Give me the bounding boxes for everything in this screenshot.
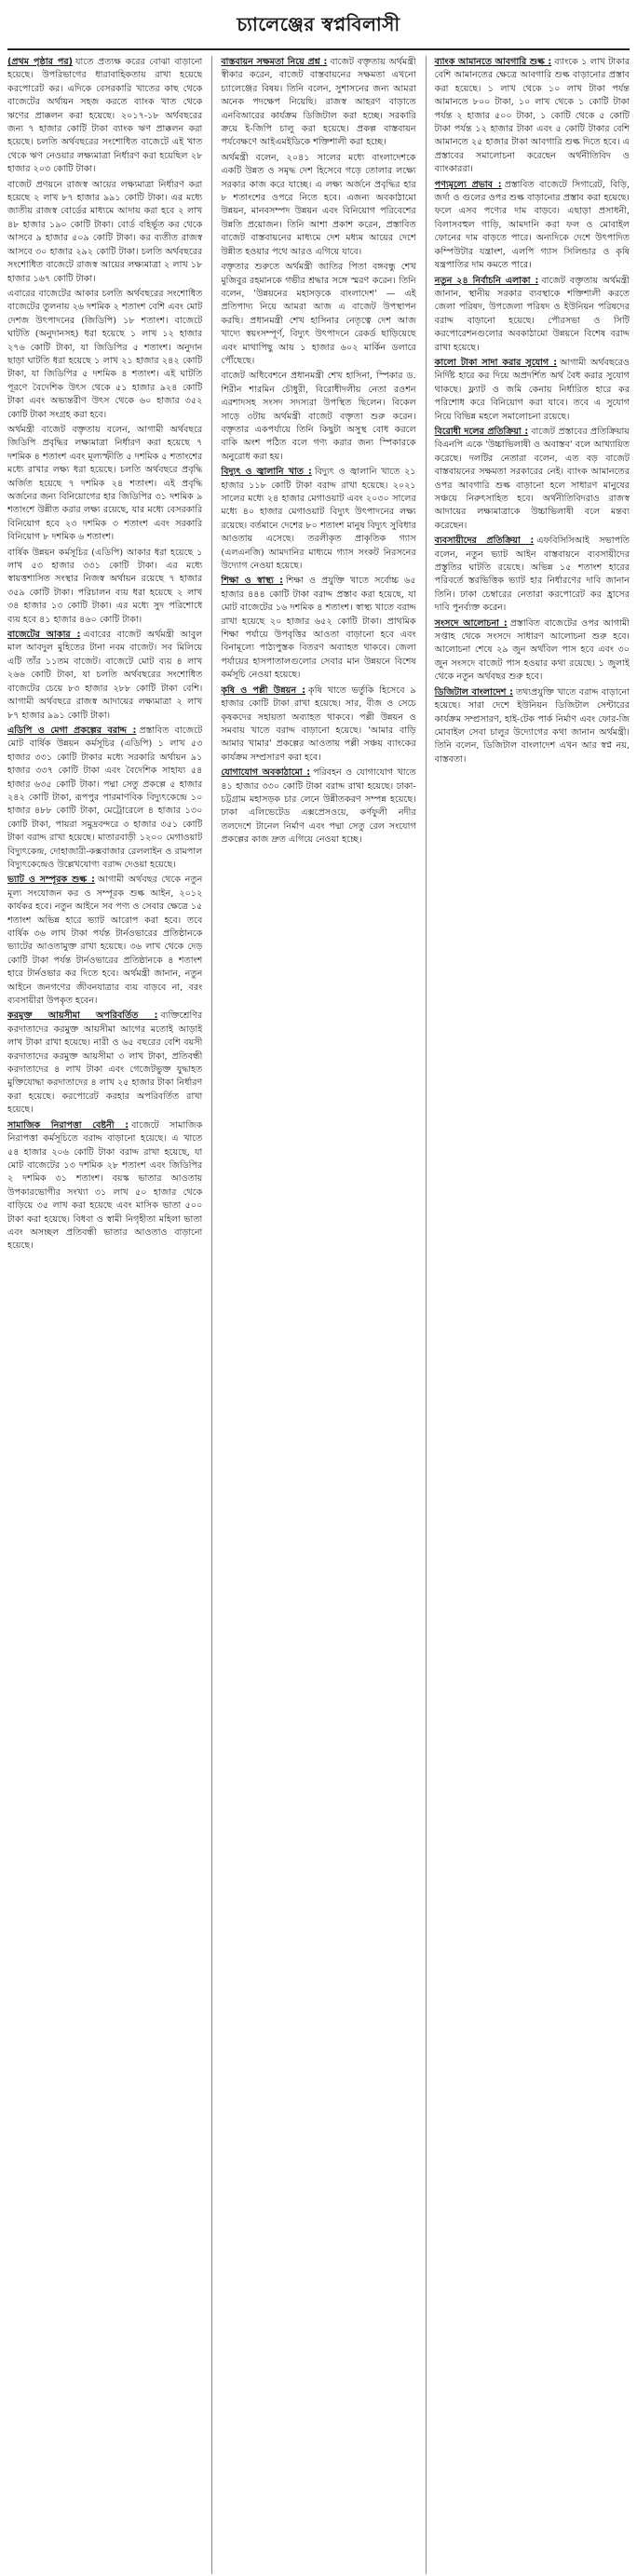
article-paragraph xyxy=(435,179,630,273)
article-columns xyxy=(7,56,630,2574)
article-paragraph xyxy=(7,547,202,627)
article-paragraph xyxy=(221,766,415,847)
article-paragraph xyxy=(7,1119,202,1254)
paragraph-text: কৃষি খাতে ভর্তুকি হিসেবে ৯ হাজার কোটি টাকা রাখা হয়েছে। সার, বীজ ও সেচে কৃষকদের সহায়তা অব্যাহত থাকবে। পল্লী উন্নয়ন ও সমবায় খাতে বরাদ্দ বাড়ানো হয়েছে। 'আমার বাড়ি আমার খামার' প্রকল্পের আওতায় পল্লী সঞ্চয় ব্যাংকের কার্যক্রম সম্প্রসারণ করা হবে। xyxy=(221,685,416,763)
section-heading: কৃষি ও পল্লী উন্নয়ন : xyxy=(221,685,306,696)
article-paragraph xyxy=(435,686,630,766)
article-title: চ্যালেঞ্জের স্বপ্নবিলাসী xyxy=(237,13,400,35)
article-paragraph xyxy=(435,275,630,355)
paragraph-text: তথ্যপ্রযুক্তি খাতে বরাদ্দ বাড়ানো হয়েছে। সারা দেশে ইউনিয়ন ডিজিটাল সেন্টারের কার্যক্রম সম্প্রসারণ, হাই-টেক পার্ক নির্মাণ এবং ফোর-জি মোবাইল সেবা চালুর উদ্যোগের কথা জানান অর্থমন্ত্রী। তিনি বলেন, ডিজিটাল বাংলাদেশ এখন আর স্বপ্ন নয়, বাস্তবতা। xyxy=(434,686,630,765)
article-paragraph xyxy=(7,725,202,872)
article-paragraph xyxy=(7,629,202,723)
section-heading: বাজেটের আকার : xyxy=(7,630,81,641)
article-paragraph xyxy=(7,56,202,177)
masthead xyxy=(7,6,630,50)
paragraph-text: বাজেট বক্তৃতায় অর্থমন্ত্রী স্বীকার করেন, বাজেট বাস্তবায়নের সক্ষমতা এখনো চ্যালেঞ্জের বিষয়। তিনি বলেন, সুশাসনের জন্য আমরা অনেক পদক্ষেপ নিয়েছি। রাজস্ব আহরণ বাড়াতে এনবিআরের কার্যক্রম ডিজিটাল করা হচ্ছে। সরকারি ক্রয়ে ই-জিপি চালু করা হয়েছে। প্রকল্প বাস্তবায়ন পর্যবেক্ষণে আইএমইডিকে শক্তিশালী করা হচ্ছে। xyxy=(221,57,416,148)
section-heading: বিদ্যুৎ ও জ্বালানি খাত : xyxy=(221,467,312,478)
paragraph-text: বাজেট অধিবেশনে প্রধানমন্ত্রী শেখ হাসিনা, স্পিকার ড. শিরীন শারমিন চৌধুরী, বিরোধীদলীয় নেতা রওশন এরশাদসহ সংসদ সদস্যরা উপস্থিত ছিলেন। বিকেল সাড়ে ৩টায় অর্থমন্ত্রী বাজেট বক্তৃতা শুরু করেন। বক্তৃতার একপর্যায়ে তিনি কিছুটা অসুস্থ বোধ করলে বাকি অংশ পঠিত বলে গণ্য করার জন্য স্পিকারকে অনুরোধ করা হয়। xyxy=(221,371,416,462)
paragraph-text: বাজেট প্রস্তাবের প্রতিক্রিয়ায় বিএনপি একে 'উচ্চাভিলাষী ও অবাস্তব' বলে আখ্যায়িত করেছে। দলটির নেতারা বলেন, এত বড় বাজেট বাস্তবায়নের সক্ষমতা সরকারের নেই। ব্যাংক আমানতের ওপর আবগারি শুল্ক বাড়ানো হলে সাধারণ মানুষের সঞ্চয়ে নিরুৎসাহিত হবে। অর্থনীতিবিদরাও রাজস্ব আদায়ের লক্ষ্যমাত্রাকে উচ্চাভিলাষী বলে মন্তব্য করেছেন। xyxy=(434,426,630,531)
paragraph-text: প্রস্তাবিত বাজেটে মোট বার্ষিক উন্নয়ন কর্মসূচির (এডিপি) ১ লাখ ৫৩ হাজার ৩৩১ কোটি টাকার মধ্যে সরকারি অর্থায়ন ৯১ হাজার ৩৩৭ কোটি টাকা এবং বৈদেশিক সাহায্য ৫৪ হাজার ৬৩৫ কোটি টাকা। পদ্মা সেতু প্রকল্পে ৫ হাজার ২৪২ কোটি টাকা, রূপপুর পারমাণবিক বিদ্যুৎকেন্দ্রে ১০ হাজার ৪৮৮ কোটি টাকা, মেট্রোরেলে ৪ হাজার ১৩০ কোটি টাকা, পায়রা সমুদ্রবন্দরে ৩ হাজার ৩৫১ কোটি টাকা বরাদ্দ রাখা হয়েছে। মাতারবাড়ী ১২০০ মেগাওয়াট বিদ্যুৎকেন্দ্র, দোহাজারী-কক্সবাজার রেললাইন ও রামপাল বিদ্যুৎকেন্দ্রেও উল্লেখযোগ্য বরাদ্দ দেওয়া হয়েছে। xyxy=(7,725,203,870)
paragraph-text: এবারের বাজেটের আকার চলতি অর্থবছরের সংশোধিত বাজেটের তুলনায় ২৬ দশমিক ২ শতাংশ বেশি এবং মোট দেশজ উৎপাদনের (জিডিপি) ১৮ শতাংশ। বাজেটে ঘাটতি (অনুদানসহ) ধরা হয়েছে ১ লাখ ১২ হাজার ২৭৬ কোটি টাকা, যা জিডিপির ৫ শতাংশ। অনুদান ছাড়া ঘাটতি ধরা হয়েছে ১ লাখ ২১ হাজার ২৪২ কোটি টাকা, যা জিডিপির ৫ দশমিক ৪ শতাংশ। এই ঘাটতি পূরণে বৈদেশিক উৎস থেকে ৫১ হাজার ৯২৪ কোটি টাকা এবং অভ্যন্তরীণ উৎস থেকে ৬০ হাজার ৩৫২ কোটি টাকা সংগ্রহ করা হবে। xyxy=(7,288,203,420)
article-paragraph xyxy=(7,179,202,286)
article-paragraph xyxy=(435,535,630,615)
section-heading: সংসদে আলোচনা : xyxy=(434,617,508,629)
paragraph-text: বাজেট বক্তৃতায় অর্থমন্ত্রী জানান, স্থানীয় সরকার ব্যবস্থাকে শক্তিশালী করতে জেলা পরিষদ, উপজেলা পরিষদ ও ইউনিয়ন পরিষদের বরাদ্দ বাড়ানো হয়েছে। পৌরসভা ও সিটি করপোরেশনগুলোর অবকাঠামো উন্নয়নে বিশেষ বরাদ্দ রাখা হয়েছে। xyxy=(434,275,630,353)
section-heading: ব্যাংক আমানতে আবগারি শুল্ক : xyxy=(434,57,552,67)
paragraph-text: বার্ষিক উন্নয়ন কর্মসূচির (এডিপি) আকার ধরা হয়েছে ১ লাখ ৫৩ হাজার ৩৩১ কোটি টাকা। এর মধ্যে স্বায়ত্তশাসিত সংস্থার নিজস্ব অর্থায়ন রয়েছে ৭ হাজার ৩৫৯ কোটি টাকা। পরিচালন ব্যয় ধরা হয়েছে ২ লাখ ৩৪ হাজার ১৩ কোটি টাকা। এর মধ্যে সুদ পরিশোধে ব্যয় হবে ৪১ হাজার ৪৬০ কোটি টাকা। xyxy=(7,547,203,625)
paragraph-text: প্রস্তাবিত বাজেটে সিগারেট, বিড়ি, জর্দা ও গুলের ওপর শুল্ক বাড়ানোর প্রস্তাব করা হয়েছে। ফলে এসব পণ্যের দাম বাড়বে। এছাড়া প্রসাধনী, বিলাসবহুল গাড়ি, আমদানি করা ফল ও মোবাইল ফোনের দাম বাড়তে পারে। অন্যদিকে দেশে উৎপাদিত কম্পিউটার যন্ত্রাংশ, এলপি গ্যাস সিলিন্ডার ও কৃষি যন্ত্রপাতির দাম কমতে পারে। xyxy=(434,179,630,271)
article-paragraph xyxy=(221,56,415,150)
paragraph-text: যাতে প্রত্যক্ষ করের বোঝা বাড়ানো হয়েছে। উপরিভাগের ধারাবাহিকতায় রাখা হয়েছে করপোরেট কর। এদিকে বেসরকারি খাতের কাছ থেকে বাজেটের অর্থায়ন সহজ করতে ব্যাংক খাত থেকে ঋণের প্রাক্কলন করা হয়েছে। ২০১৭-১৮ অর্থবছরের জন্য ৭ হাজার কোটি টাকা ব্যাংক ঋণ প্রাক্কলন করা হয়েছে। চলতি অর্থবছরের সংশোধিত বাজেটে এই খাত থেকে ঋণ নেওয়ার লক্ষ্যমাত্রা নির্ধারণ করা হয়েছিল ২৮ হাজার ২০৩ কোটি টাকা। xyxy=(7,57,203,175)
section-heading: সামাজিক নিরাপত্তা বেষ্টনী : xyxy=(7,1119,129,1131)
section-heading: ব্যবসায়ীদের প্রতিক্রিয়া : xyxy=(434,536,535,547)
paragraph-text: প্রস্তাবিত বাজেটের ওপর আগামী সপ্তাহ থেকে সংসদে সাধারণ আলোচনা শুরু হবে। আলোচনা শেষে ২৯ জুন অর্থবিল পাস হবে এবং ৩০ জুন সংসদে বাজেট পাস হওয়ার কথা রয়েছে। ১ জুলাই থেকে নতুন অর্থবছর শুরু হবে। xyxy=(434,617,630,683)
paragraph-text: এফবিসিসিআই সভাপতি বলেন, নতুন ভ্যাট আইন বাস্তবায়নে ব্যবসায়ীদের প্রস্তুতির ঘাটতি রয়েছে। অভিন্ন ১৫ শতাংশ হারের পরিবর্তে স্তরভিত্তিক ভ্যাট হার নির্ধারণের দাবি জানান তিনি। ঢাকা চেম্বারের নেতারা করপোরেট কর হ্রাসের দাবি পুনর্ব্যক্ত করেন। xyxy=(434,536,630,614)
article-paragraph xyxy=(221,261,415,368)
paragraph-text: অর্থমন্ত্রী বলেন, ২০৪১ সালের মধ্যে বাংলাদেশকে একটি উন্নত ও সমৃদ্ধ দেশ হিসেবে গড়ে তোলার লক্ষ্যে সরকার কাজ করে যাচ্ছে। এ লক্ষ্য অর্জনে প্রবৃদ্ধির হার ৮ শতাংশের ওপরে নিতে হবে। এজন্য অবকাঠামো উন্নয়ন, মানবসম্পদ উন্নয়ন এবং বিনিয়োগ পরিবেশের উন্নতি প্রয়োজন। তিনি আশা প্রকাশ করেন, প্রস্তাবিত বাজেট বাস্তবায়নের মাধ্যমে দেশ মধ্যম আয়ের দেশে উন্নীত হওয়ার পথে আরও এগিয়ে যাবে। xyxy=(221,152,416,257)
section-heading: (প্রথম পৃষ্ঠার পর) xyxy=(7,57,74,67)
article-paragraph xyxy=(7,288,202,422)
paragraph-text: শিক্ষা ও প্রযুক্তি খাতে সর্বোচ্চ ৬৫ হাজার ৪৪৪ কোটি টাকা বরাদ্দ প্রস্তাব করা হয়েছে, যা মোট বাজেটের ১৬ দশমিক ৪ শতাংশ। স্বাস্থ্য খাতে বরাদ্দ রাখা হয়েছে ২০ হাজার ৬৫২ কোটি টাকা। প্রাথমিক শিক্ষা পর্যায়ে উপবৃত্তির আওতা বাড়ানো হবে এবং বিনামূল্যে পাঠ্যপুস্তক বিতরণ অব্যাহত থাকবে। জেলা পর্যায়ের হাসপাতালগুলোর সেবার মান উন্নয়নে বিশেষ কর্মসূচি নেওয়া হয়েছে। xyxy=(221,576,416,681)
article-column-1 xyxy=(7,56,202,2574)
paragraph-text: বক্তৃতার শুরুতে অর্থমন্ত্রী জাতির পিতা বঙ্গবন্ধু শেখ মুজিবুর রহমানকে গভীর শ্রদ্ধার সঙ্গে স্মরণ করেন। তিনি বলেন, 'উন্নয়নের মহাসড়কে বাংলাদেশ' — এই প্রতিপাদ্য নিয়ে আমরা আজ এ বাজেট উপস্থাপন করছি। প্রধানমন্ত্রী শেখ হাসিনার নেতৃত্বে দেশ আজ খাদ্যে স্বয়ংসম্পূর্ণ, বিদ্যুৎ উৎপাদনে রেকর্ড ছাড়িয়েছে এবং মাথাপিছু আয় ১ হাজার ৬০২ মার্কিন ডলারে পৌঁছেছে। xyxy=(221,262,416,366)
section-heading: যোগাযোগ অবকাঠামো : xyxy=(221,767,311,779)
section-heading: শিক্ষা ও স্বাস্থ্য : xyxy=(221,576,283,587)
article-paragraph xyxy=(221,575,415,682)
section-heading: ভ্যাট ও সম্পূরক শুল্ক : xyxy=(7,874,95,886)
paragraph-text: আগামী অর্থবছরেও নির্দিষ্ট হারে কর দিয়ে অপ্রদর্শিত অর্থ বৈধ করার সুযোগ থাকছে। ফ্ল্যাট ও জমি কেনায় নির্ধারিত হারে কর পরিশোধ করে বিনিয়োগ করা যাবে। তবে এ সুযোগ নিয়ে বিভিন্ন মহলে সমালোচনা রয়েছে। xyxy=(434,357,630,422)
article-paragraph xyxy=(221,466,415,573)
article-paragraph xyxy=(7,424,202,545)
article-paragraph xyxy=(221,685,415,765)
article-paragraph xyxy=(7,1010,202,1117)
paragraph-text: পরিবহন ও যোগাযোগ খাতে ৪১ হাজার ৩৩০ কোটি টাকা বরাদ্দ রাখা হয়েছে। ঢাকা-চট্টগ্রাম মহাসড়ক চার লেনে উন্নীতকরণ সম্পন্ন হয়েছে। ঢাকা এলিভেটেড এক্সপ্রেসওয়ে, কর্ণফুলী নদীর তলদেশে টানেল নির্মাণ এবং পদ্মা সেতু রেল সংযোগ প্রকল্পের কাজ দ্রুত এগিয়ে নেওয়া হচ্ছে। xyxy=(221,767,416,846)
article-paragraph xyxy=(435,357,630,424)
paragraph-text: ব্যাংকে ১ লাখ টাকার বেশি আমানতের ক্ষেত্রে আবগারি শুল্ক বাড়ানোর প্রস্তাব করা হয়েছে। ১ লাখ থেকে ১০ লাখ টাকা পর্যন্ত আমানতে ৮০০ টাকা, ১০ লাখ থেকে ১ কোটি টাকা পর্যন্ত ২ হাজার ৫০০ টাকা, ১ কোটি থেকে ৫ কোটি টাকা পর্যন্ত ১২ হাজার টাকা এবং ৫ কোটি টাকার বেশি আমানতে ২৫ হাজার টাকা আবগারি শুল্ক দিতে হবে। এ প্রস্তাবের সমালোচনা করেছেন অর্থনীতিবিদ ও ব্যাংকাররা। xyxy=(434,57,630,175)
paragraph-text: বাজেট প্রণয়নে রাজস্ব আয়ের লক্ষ্যমাত্রা নির্ধারণ করা হয়েছে ২ লাখ ৮৭ হাজার ৯৯১ কোটি টাকা। এর মধ্যে জাতীয় রাজস্ব বোর্ডের মাধ্যমে আদায় করা হবে ২ লাখ ৪৮ হাজার ১৯০ কোটি টাকা। বোর্ড বহির্ভূত কর থেকে আসবে ৯ হাজার ৫০৯ কোটি টাকা। কর ব্যতীত রাজস্ব আসবে ৩০ হাজার ২৯২ কোটি টাকা। চলতি অর্থবছরের সংশোধিত বাজেটে রাজস্ব আয়ের লক্ষ্যমাত্রা ২ লাখ ১৮ হাজার ১৬৭ কোটি টাকা। xyxy=(7,179,203,284)
article-paragraph xyxy=(435,617,630,685)
article-column-2 xyxy=(211,56,415,2574)
article-paragraph xyxy=(7,874,202,1008)
paragraph-text: অর্থমন্ত্রী বাজেট বক্তৃতায় বলেন, আগামী অর্থবছরে জিডিপি প্রবৃদ্ধির লক্ষ্যমাত্রা নির্ধারণ করা হয়েছে ৭ দশমিক ৪ শতাংশ এবং মূল্যস্ফীতি ৫ দশমিক ৫ শতাংশের মধ্যে রাখার লক্ষ্য ধরা হয়েছে। চলতি অর্থবছরে প্রবৃদ্ধি অর্জিত হয়েছে ৭ দশমিক ২৪ শতাংশ। এই প্রবৃদ্ধি অর্জনের জন্য বিনিয়োগের হার জিডিপির ৩১ দশমিক ৯ শতাংশে উন্নীত করার লক্ষ্য রয়েছে, যার মধ্যে বেসরকারি বিনিয়োগ হবে ২৩ দশমিক ৩ শতাংশ এবং সরকারি বিনিয়োগ ৮ দশমিক ৬ শতাংশ। xyxy=(7,424,203,543)
paragraph-text: এবারের বাজেট অর্থমন্ত্রী আবুল মাল আবদুল মুহিতের টানা নবম বাজেট। সব মিলিয়ে এটি তাঁর ১১তম বাজেট। বাজেটে মোট ব্যয় ৪ লাখ ২৬৬ কোটি টাকা, যা চলতি অর্থবছরের সংশোধিত বাজেটের চেয়ে ৮৩ হাজার ২৮৮ কোটি টাকা বেশি। আগামী অর্থবছরে রাজস্ব আদায়ের লক্ষ্যমাত্রা ২ লাখ ৮৭ হাজার ৯৯১ কোটি টাকা। xyxy=(7,630,203,721)
section-heading: পণ্যমূল্যে প্রভাব : xyxy=(434,179,502,190)
article-paragraph xyxy=(221,370,415,464)
section-heading: বিরোধী দলের প্রতিক্রিয়া : xyxy=(434,426,529,437)
paragraph-text: বিদ্যুৎ ও জ্বালানি খাতে ২১ হাজার ১১৮ কোটি টাকা বরাদ্দ রাখা হয়েছে। ২০২১ সালের মধ্যে ২৪ হাজার মেগাওয়াট এবং ২০৩০ সালের মধ্যে ৪০ হাজার মেগাওয়াট বিদ্যুৎ উৎপাদনের লক্ষ্য রয়েছে। বর্তমানে দেশের ৮০ শতাংশ মানুষ বিদ্যুৎ সুবিধার আওতায় এসেছে। তরলীকৃত প্রাকৃতিক গ্যাস (এলএনজি) আমদানির মাধ্যমে গ্যাস সংকট নিরসনের উদ্যোগ নেওয়া হয়েছে। xyxy=(221,467,416,572)
section-heading: এডিপি ও মেগা প্রকল্পের বরাদ্দ : xyxy=(7,725,137,736)
section-heading: ডিজিটাল বাংলাদেশ : xyxy=(434,686,513,698)
section-heading: বাস্তবায়ন সক্ষমতা নিয়ে প্রশ্ন : xyxy=(221,57,328,67)
section-heading: নতুন ২৪ নির্বাচনি এলাকা : xyxy=(434,275,539,286)
article-paragraph xyxy=(435,56,630,177)
article-paragraph xyxy=(221,152,415,259)
article-paragraph xyxy=(435,426,630,533)
paragraph-text: বাজেটে সামাজিক নিরাপত্তা কর্মসূচিতে বরাদ্দ বাড়ানো হয়েছে। এ খাতে ৫৪ হাজার ২০৬ কোটি টাকা বরাদ্দ রাখা হয়েছে, যা মোট বাজেটের ১৩ দশমিক ২৮ শতাংশ এবং জিডিপির ২ দশমিক ৩১ শতাংশ। বয়স্ক ভাতার আওতায় উপকারভোগীর সংখ্যা ৩১ লাখ ৫০ হাজার থেকে বাড়িয়ে ৩৫ লাখ করা হয়েছে এবং মাসিক ভাতা ৫০০ টাকা করা হয়েছে। বিধবা ও স্বামী নিগৃহীতা মহিলা ভাতা এবং অসচ্ছল প্রতিবন্ধী ভাতার আওতাও বাড়ানো হয়েছে। xyxy=(7,1119,203,1252)
paragraph-text: আগামী অর্থবছর থেকে নতুন মূল্য সংযোজন কর ও সম্পূরক শুল্ক আইন, ২০১২ কার্যকর হবে। নতুন আইনে সব পণ্য ও সেবার ক্ষেত্রে ১৫ শতাংশ অভিন্ন হারে ভ্যাট আরোপ করা হবে। তবে বার্ষিক ৩৬ লাখ টাকা পর্যন্ত টার্নওভারের প্রতিষ্ঠানকে ভ্যাটের আওতামুক্ত রাখা হয়েছে। ৩৬ লাখ থেকে দেড় কোটি টাকা পর্যন্ত টার্নওভারের প্রতিষ্ঠানকে ৪ শতাংশ হারে টার্নওভার কর দিতে হবে। অর্থমন্ত্রী জানান, নতুন আইনে জনগণের জীবনযাত্রার ব্যয় বাড়বে না, বরং ব্যবসায়ীরা উপকৃত হবেন। xyxy=(7,874,203,1007)
section-heading: কালো টাকা সাদা করার সুযোগ : xyxy=(434,357,558,368)
paragraph-text: ব্যক্তিশ্রেণির করদাতাদের করমুক্ত আয়সীমা আগের মতোই আড়াই লাখ টাকা রাখা হয়েছে। নারী ও ৬৫ বছরের বেশি বয়সী করদাতাদের করমুক্ত আয়সীমা ৩ লাখ টাকা, প্রতিবন্ধী করদাতাদের ৪ লাখ টাকা এবং গেজেটভুক্ত যুদ্ধাহত মুক্তিযোদ্ধা করদাতাদের ৪ লাখ ২৫ হাজার টাকা নির্ধারণ করা হয়েছে। করপোরেট করহার অপরিবর্তিত রাখা হয়েছে। xyxy=(7,1010,203,1116)
section-heading: করমুক্ত আয়সীমা অপরিবর্তিত : xyxy=(7,1010,158,1022)
article-column-3 xyxy=(426,56,630,2574)
